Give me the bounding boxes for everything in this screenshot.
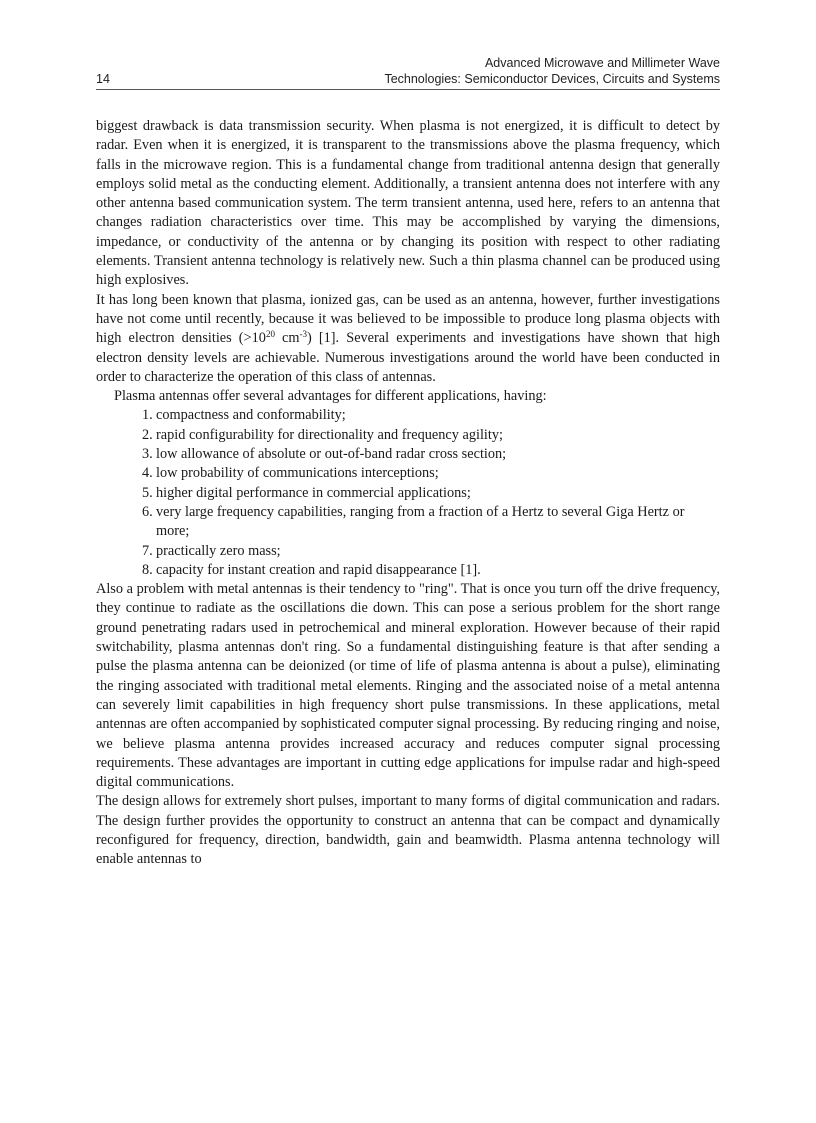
exponent-20: 20 (265, 329, 275, 340)
list-item-text: capacity for instant creation and rapid disappearance [1]. (156, 561, 481, 578)
list-item-text: practically zero mass; (156, 542, 281, 559)
paragraph-2-text-c: ) [1]. Several experiments and investigations have shown that high electron density levels are achievable. Numerous investigations around the world have been conducted in order to characterize the operation of this class of antennas. (96, 330, 720, 385)
list-item-number: 1. (142, 407, 153, 424)
list-item (96, 445, 720, 464)
list-item (96, 426, 720, 445)
book-title-line-1: Advanced Microwave and Millimeter Wave (484, 56, 720, 70)
list-item-number: 8. (142, 561, 153, 578)
paragraph-1: biggest drawback is data transmission security. When plasma is not energized, it is difficult to detect by radar. Even when it is energized, it is transparent to the transmissions above the plasma frequency, which falls in the microwave region. This is a fundamental change from traditional antenna design that generally employs solid metal as the conducting element. Additionally, a transient antenna does not interfere with any other antenna based communication system. The term transient antenna, used here, refers to an antenna that changes radiation characteristics over time. This may be accomplished by varying the dimensions, impedance, or conductivity of the antenna or by changing its position with respect to other radiating elements. Transient antenna technology is relatively new. Such a thin plasma channel can be produced using high explosives. (96, 118, 720, 289)
header-row (96, 71, 720, 87)
list-item (96, 542, 720, 561)
header-rule (96, 89, 720, 90)
list-item-text: very large frequency capabilities, ranging from a fraction of a Hertz to several Giga Hertz or more; (156, 503, 685, 540)
exponent-minus-3: -3 (299, 329, 308, 340)
list-item (96, 484, 720, 503)
list-item-text: low probability of communications interceptions; (156, 465, 439, 482)
paragraph-4: The design allows for extremely short pulses, important to many forms of digital communication and radars. The design further provides the opportunity to construct an antenna that can be compact and dynamically reconfigured for frequency, direction, bandwidth, gain and beamwidth. Plasma antenna technology will enable antennas to (96, 793, 720, 868)
list-item (96, 464, 720, 483)
book-title-line-2: Technologies: Semiconductor Devices, Circuits and Systems (384, 72, 720, 86)
list-item-number: 2. (142, 426, 153, 443)
list-item-text: rapid configurability for directionality and frequency agility; (156, 426, 503, 443)
list-item (96, 406, 720, 425)
page-number: 14 (96, 72, 110, 86)
paragraph-2 (96, 291, 720, 387)
list-item-text: low allowance of absolute or out-of-band radar cross section; (156, 446, 507, 463)
list-item-number: 6. (142, 503, 153, 520)
list-item-text: higher digital performance in commercial applications; (156, 484, 471, 501)
list-item-number: 3. (142, 446, 153, 463)
page-body (96, 117, 720, 870)
list-item (96, 503, 720, 542)
list-item (96, 561, 720, 580)
paragraph-3: Also a problem with metal antennas is their tendency to "ring". That is once you turn off the drive frequency, they continue to radiate as the oscillations die down. This can pose a serious problem for the short range ground penetrating radars used in petrochemical and mineral exploration. However because of their rapid switchability, plasma antennas don't ring. So a fundamental distinguishing feature is that after sending a pulse the plasma antenna can be deionized (or time of life of plasma antenna is about a pulse), eliminating the ringing associated with traditional metal elements. Ringing and the associated noise of a metal antenna can severely limit capabilities in high frequency short pulse transmissions. In these applications, metal antennas are often accompanied by sophisticated computer signal processing. By reducing ringing and noise, we believe plasma antenna provides increased accuracy and reduces computer signal processing requirements. These advantages are important in cutting edge applications for impulse radar and high-speed digital communications. (96, 581, 720, 791)
advantages-list (96, 406, 720, 580)
list-item-number: 4. (142, 465, 153, 482)
running-header (96, 55, 720, 87)
list-item-text: compactness and conformability; (156, 407, 346, 424)
list-item-number: 7. (142, 542, 153, 559)
list-item-number: 5. (142, 484, 153, 501)
list-intro: Plasma antennas offer several advantages for different applications, having: (114, 388, 547, 405)
paragraph-2-text-a: It has long been known that plasma, ionized gas, can be used as an antenna, however, further investigations have not come until recently, because it was believed to be impossible to produce long plasma objects with high electron densities (>10 (96, 291, 720, 347)
paragraph-2-text-b: cm (274, 330, 300, 347)
